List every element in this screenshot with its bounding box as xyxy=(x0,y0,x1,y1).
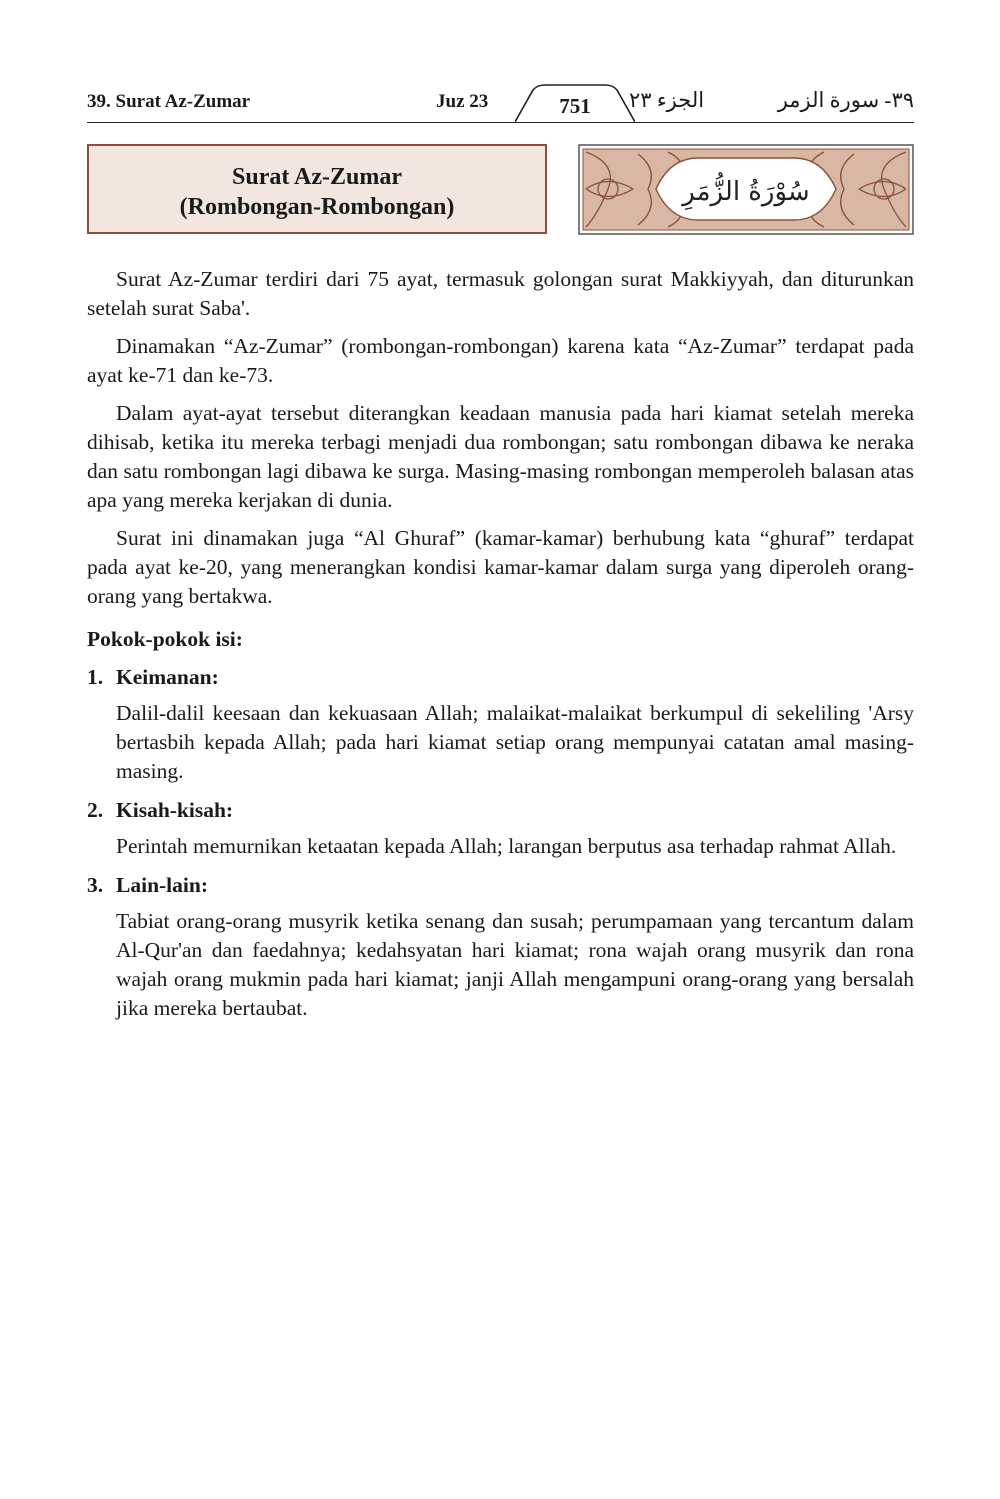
surah-title-box xyxy=(87,144,547,234)
juz-label: Juz 23 xyxy=(436,91,489,112)
list-item-text: Dalil-dalil keesaan dan kekuasaan Allah; malaikat-malaikat berkumpul di sekeliling 'Arsy bertasbih kepada Allah; pada hari kiamat setiap orang mempunyai catatan amal masing-masing. xyxy=(116,701,914,783)
surah-title: Surat Az-Zumar xyxy=(232,164,402,190)
page-content xyxy=(87,265,914,1033)
intro-paragraph: Surat Az-Zumar terdiri dari 75 ayat, termasuk golongan surat Makkiyyah, dan diturunkan setelah surat Saba'. xyxy=(87,267,914,320)
contents-heading: Pokok-pokok isi: xyxy=(87,627,243,651)
list-item-text: Perintah memurnikan ketaatan kepada Allah; larangan berputus asa terhadap rahmat Allah. xyxy=(116,834,897,858)
alternate-name-paragraph: Surat ini dinamakan juga “Al Ghuraf” (kamar-kamar) berhubung kata “ghuraf” terdapat pada ayat ke-20, yang menerangkan kondisi kamar-kamar dalam surga yang diperoleh orang-orang yang bertakwa. xyxy=(87,526,914,608)
list-item-number: 2. xyxy=(87,798,104,822)
explanation-paragraph: Dalam ayat-ayat tersebut diterangkan keadaan manusia pada hari kiamat setelah mereka dihisab, ketika itu mereka terbagi menjadi dua rombongan; satu rombongan dibawa ke neraka dan satu rombongan lagi dibawa ke surga. Masing-masing rombongan memperoleh balasan atas apa yang mereka kerjakan di dunia. xyxy=(87,401,914,512)
juz-arabic-label: الجزء ٢٣ xyxy=(629,88,705,112)
list-item-heading: Lain-lain: xyxy=(116,873,208,897)
list-item xyxy=(87,871,914,1023)
list-item-heading: Kisah-kisah: xyxy=(116,798,234,822)
list-item-number: 1. xyxy=(87,665,104,689)
naming-paragraph: Dinamakan “Az-Zumar” (rombongan-rombongan) karena kata “Az-Zumar” terdapat pada ayat ke-71 dan ke-73. xyxy=(87,334,914,387)
surah-ornament-frame xyxy=(578,144,914,235)
list-item xyxy=(87,796,914,861)
page-number: 751 xyxy=(559,94,591,118)
list-item-text: Tabiat orang-orang musyrik ketika senang dan susah; perumpamaan yang tercantum dalam Al-Qur'an dan faedahnya; kedahsyatan hari kiamat; rona wajah orang musyrik dan rona wajah orang mukmin pada hari kiamat; janji Allah mengampuni orang-orang yang bersalah jika mereka bertaubat. xyxy=(116,909,914,1020)
chapter-arabic-label: ٣٩- سورة الزمر xyxy=(777,88,914,112)
surah-subtitle: (Rombongan-Rombongan) xyxy=(179,194,455,220)
list-item-number: 3. xyxy=(87,873,104,897)
header-rule xyxy=(87,122,914,123)
surah-calligraphy: سُوْرَةُ الزُّمَرِ xyxy=(682,177,810,207)
chapter-label: 39. Surat Az-Zumar xyxy=(87,91,251,112)
running-header xyxy=(87,84,914,124)
list-item xyxy=(87,663,914,786)
list-item-heading: Keimanan: xyxy=(116,665,219,689)
